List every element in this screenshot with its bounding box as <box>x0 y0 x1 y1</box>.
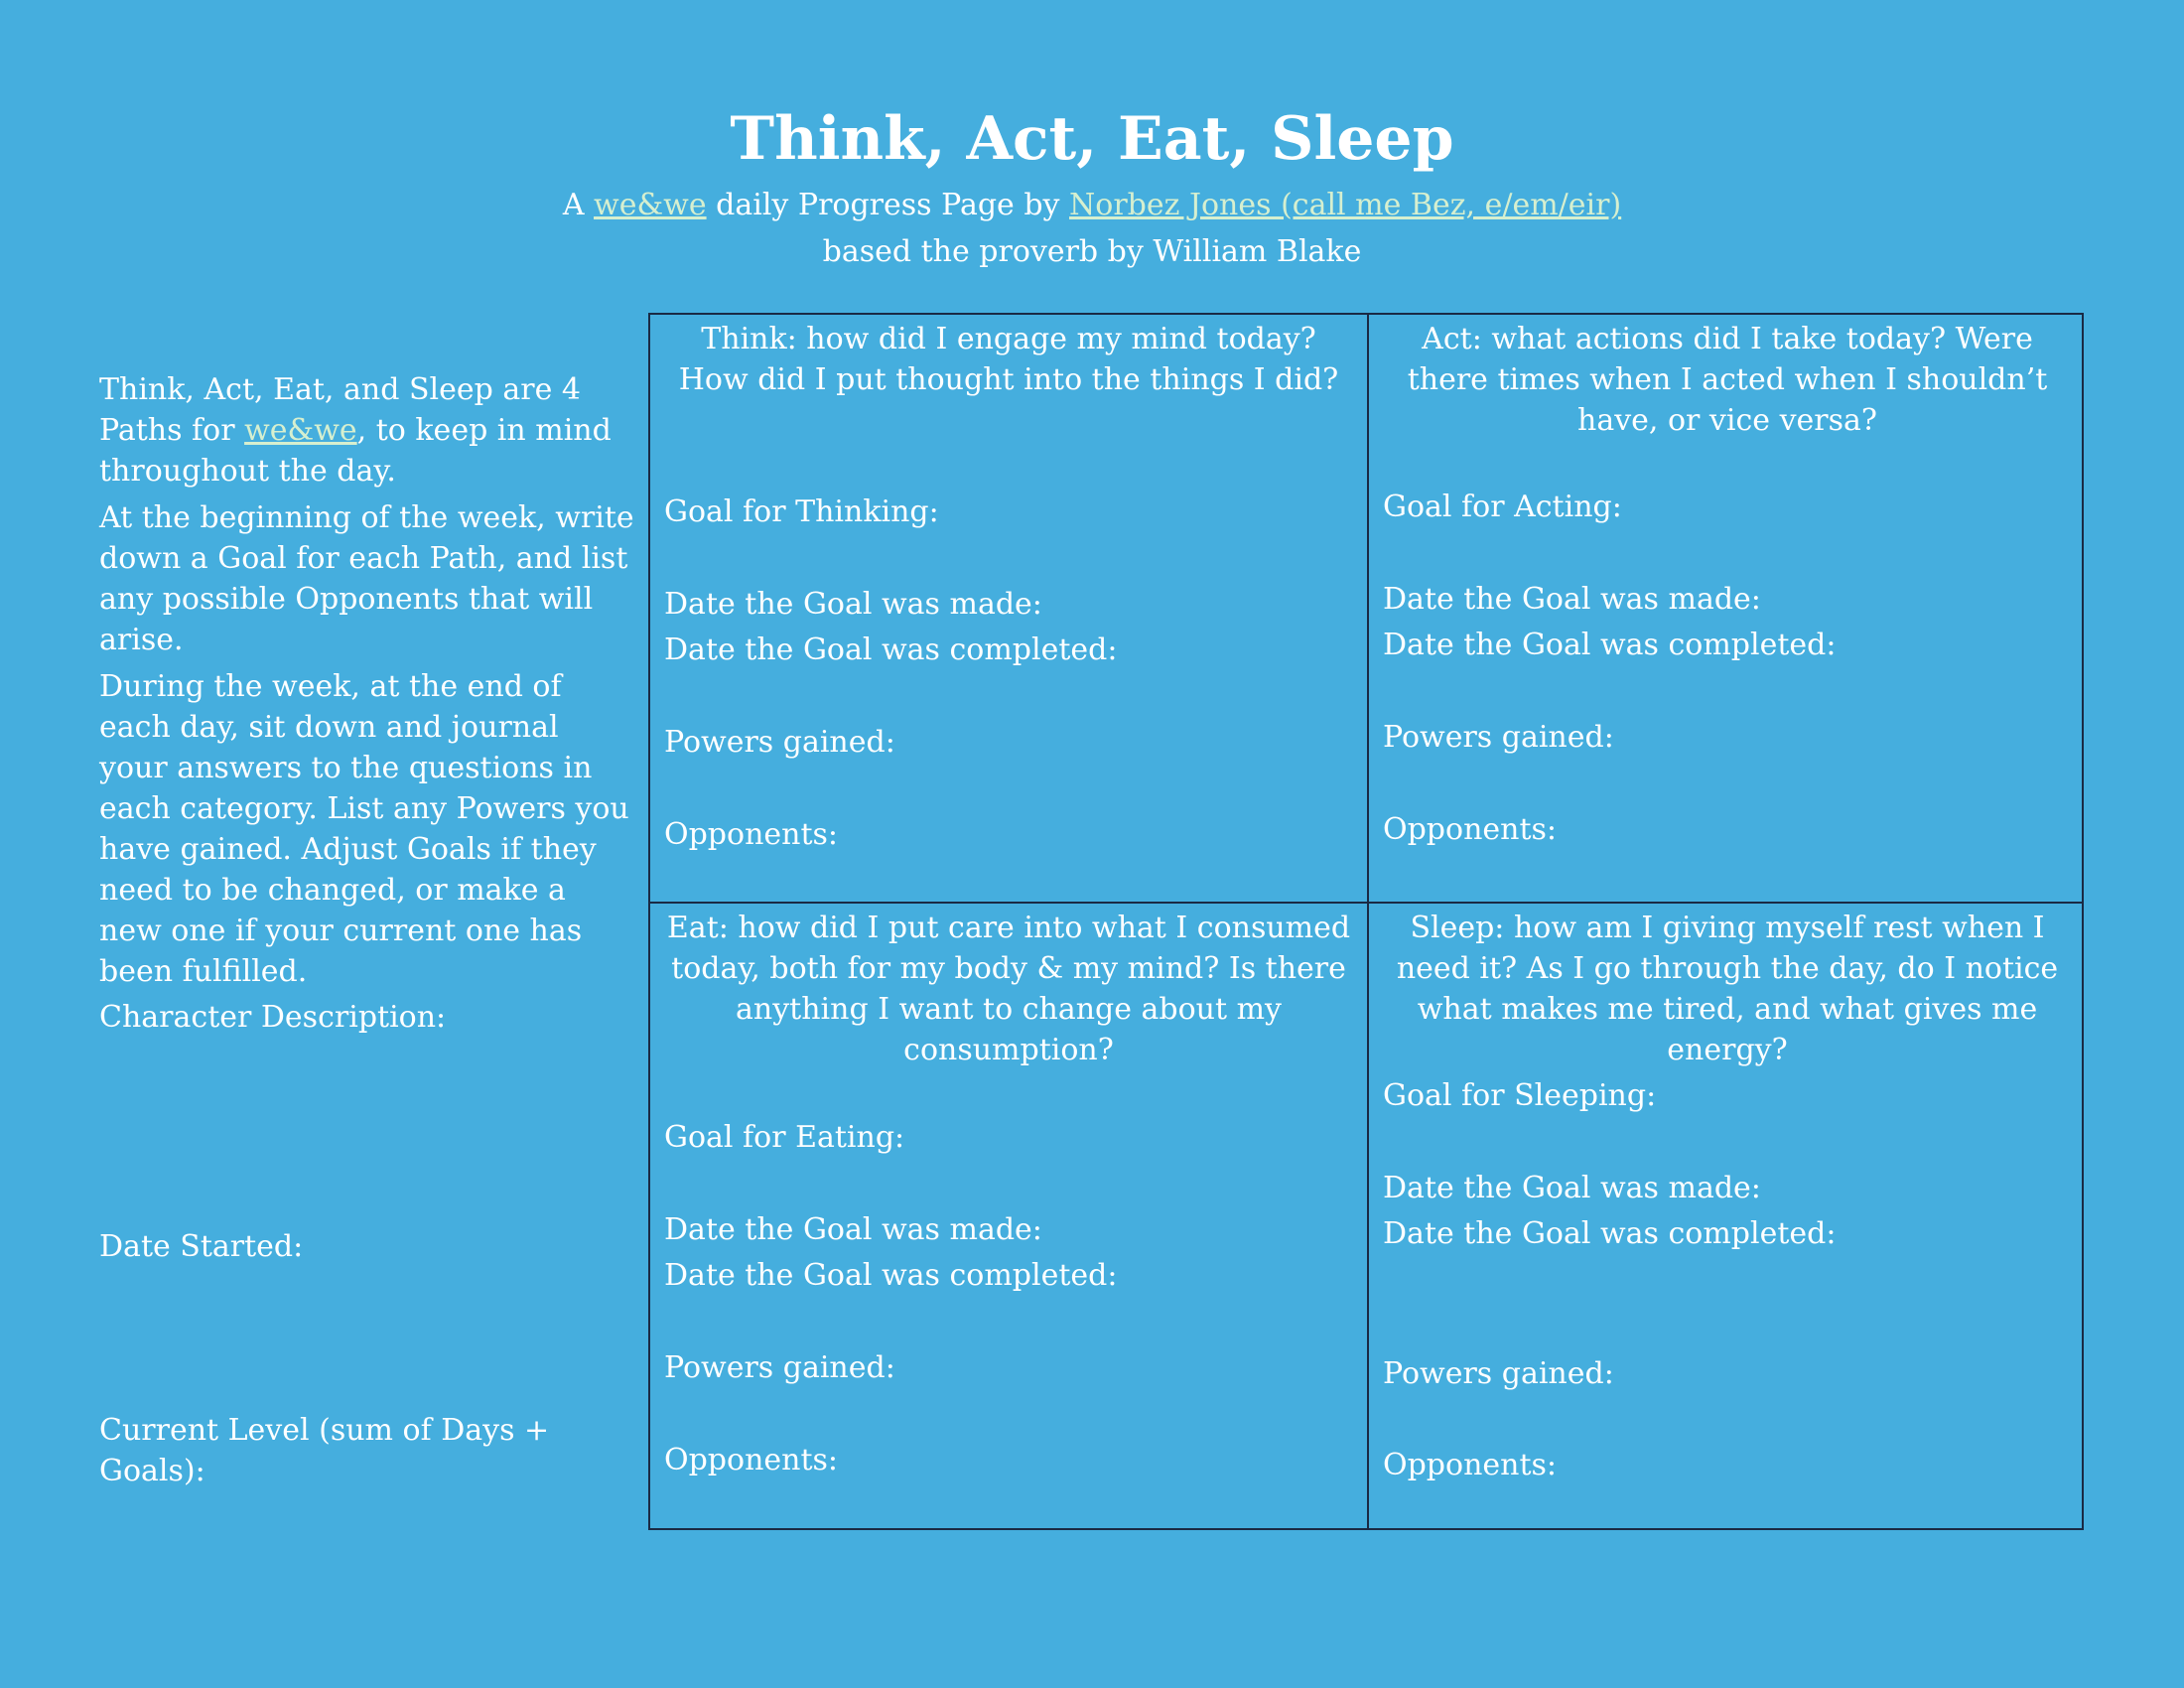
character-description-label: Character Description: <box>99 1000 447 1035</box>
date-started-label: Date Started: <box>99 1229 304 1264</box>
eat-date-completed-label: Date the Goal was completed: <box>664 1258 1118 1293</box>
think-date-made-label: Date the Goal was made: <box>664 587 1042 622</box>
sleep-question: Sleep: how am I giving myself rest when I need it? As I go through the day, do I notice what makes me tired, and what gives me energy? <box>1396 911 2059 1067</box>
think-date-completed-label: Date the Goal was completed: <box>664 633 1118 667</box>
think-cell <box>650 315 1367 902</box>
instructions-paragraph-2: At the beginning of the week, write down a Goal for each Path, and list any possible Opponents that will arise. <box>99 500 634 657</box>
think-opponents-label: Opponents: <box>664 817 839 852</box>
sleep-date-completed-label: Date the Goal was completed: <box>1383 1216 1837 1251</box>
instructions-paragraph-1 <box>99 369 635 492</box>
think-powers-label: Powers gained: <box>664 725 895 760</box>
eat-goal-label: Goal for Eating: <box>664 1120 905 1155</box>
act-date-completed-label: Date the Goal was completed: <box>1383 628 1837 662</box>
act-cell <box>1369 315 2086 902</box>
act-question: Act: what actions did I take today? Were there times when I acted when I shouldn’t have, or vice versa? <box>1407 322 2048 438</box>
page-title: Think, Act, Eat, Sleep <box>730 104 1454 174</box>
eat-powers-label: Powers gained: <box>664 1350 895 1385</box>
proverb-credit: based the proverb by William Blake <box>822 234 1362 269</box>
instructions-text: Think, Act, Eat, and Sleep are 4 Paths for <box>99 372 581 448</box>
subtitle-middle: daily Progress Page by <box>706 188 1070 222</box>
wewe-link-sidebar[interactable]: we&we <box>244 413 357 448</box>
sleep-date-made-label: Date the Goal was made: <box>1383 1171 1761 1205</box>
eat-opponents-label: Opponents: <box>664 1443 839 1477</box>
act-goal-label: Goal for Acting: <box>1383 490 1622 524</box>
act-opponents-label: Opponents: <box>1383 812 1558 847</box>
instructions-text: , to keep in mind throughout the day. <box>99 413 612 489</box>
wewe-link[interactable]: we&we <box>594 188 707 222</box>
sleep-powers-label: Powers gained: <box>1383 1356 1614 1391</box>
instructions-paragraph-3: During the week, at the end of each day, sit down and journal your answers to the questions in each category. List any Powers you have gained. Adjust Goals if they need to be changed, or make a new one if your current one has been fulfilled. <box>99 669 629 989</box>
act-powers-label: Powers gained: <box>1383 720 1614 755</box>
act-date-made-label: Date the Goal was made: <box>1383 582 1761 617</box>
eat-date-made-label: Date the Goal was made: <box>664 1212 1042 1247</box>
subtitle-prefix: A <box>562 188 595 222</box>
eat-cell <box>650 904 1367 1530</box>
paths-grid <box>648 313 2084 1530</box>
instructions <box>99 369 635 998</box>
page-subtitle <box>0 185 2184 226</box>
author-link[interactable]: Norbez Jones (call me Bez, e/em/eir) <box>1069 188 1622 222</box>
sleep-cell <box>1369 904 2086 1530</box>
sleep-goal-label: Goal for Sleeping: <box>1383 1078 1657 1113</box>
think-goal-label: Goal for Thinking: <box>664 494 939 529</box>
current-level-label: Current Level (sum of Days + Goals): <box>99 1413 550 1488</box>
eat-question: Eat: how did I put care into what I consumed today, both for my body & my mind? Is there anything I want to change about my consumption? <box>666 911 1351 1067</box>
think-question: Think: how did I engage my mind today? How did I put thought into the things I did? <box>678 322 1339 397</box>
sleep-opponents-label: Opponents: <box>1383 1448 1558 1482</box>
